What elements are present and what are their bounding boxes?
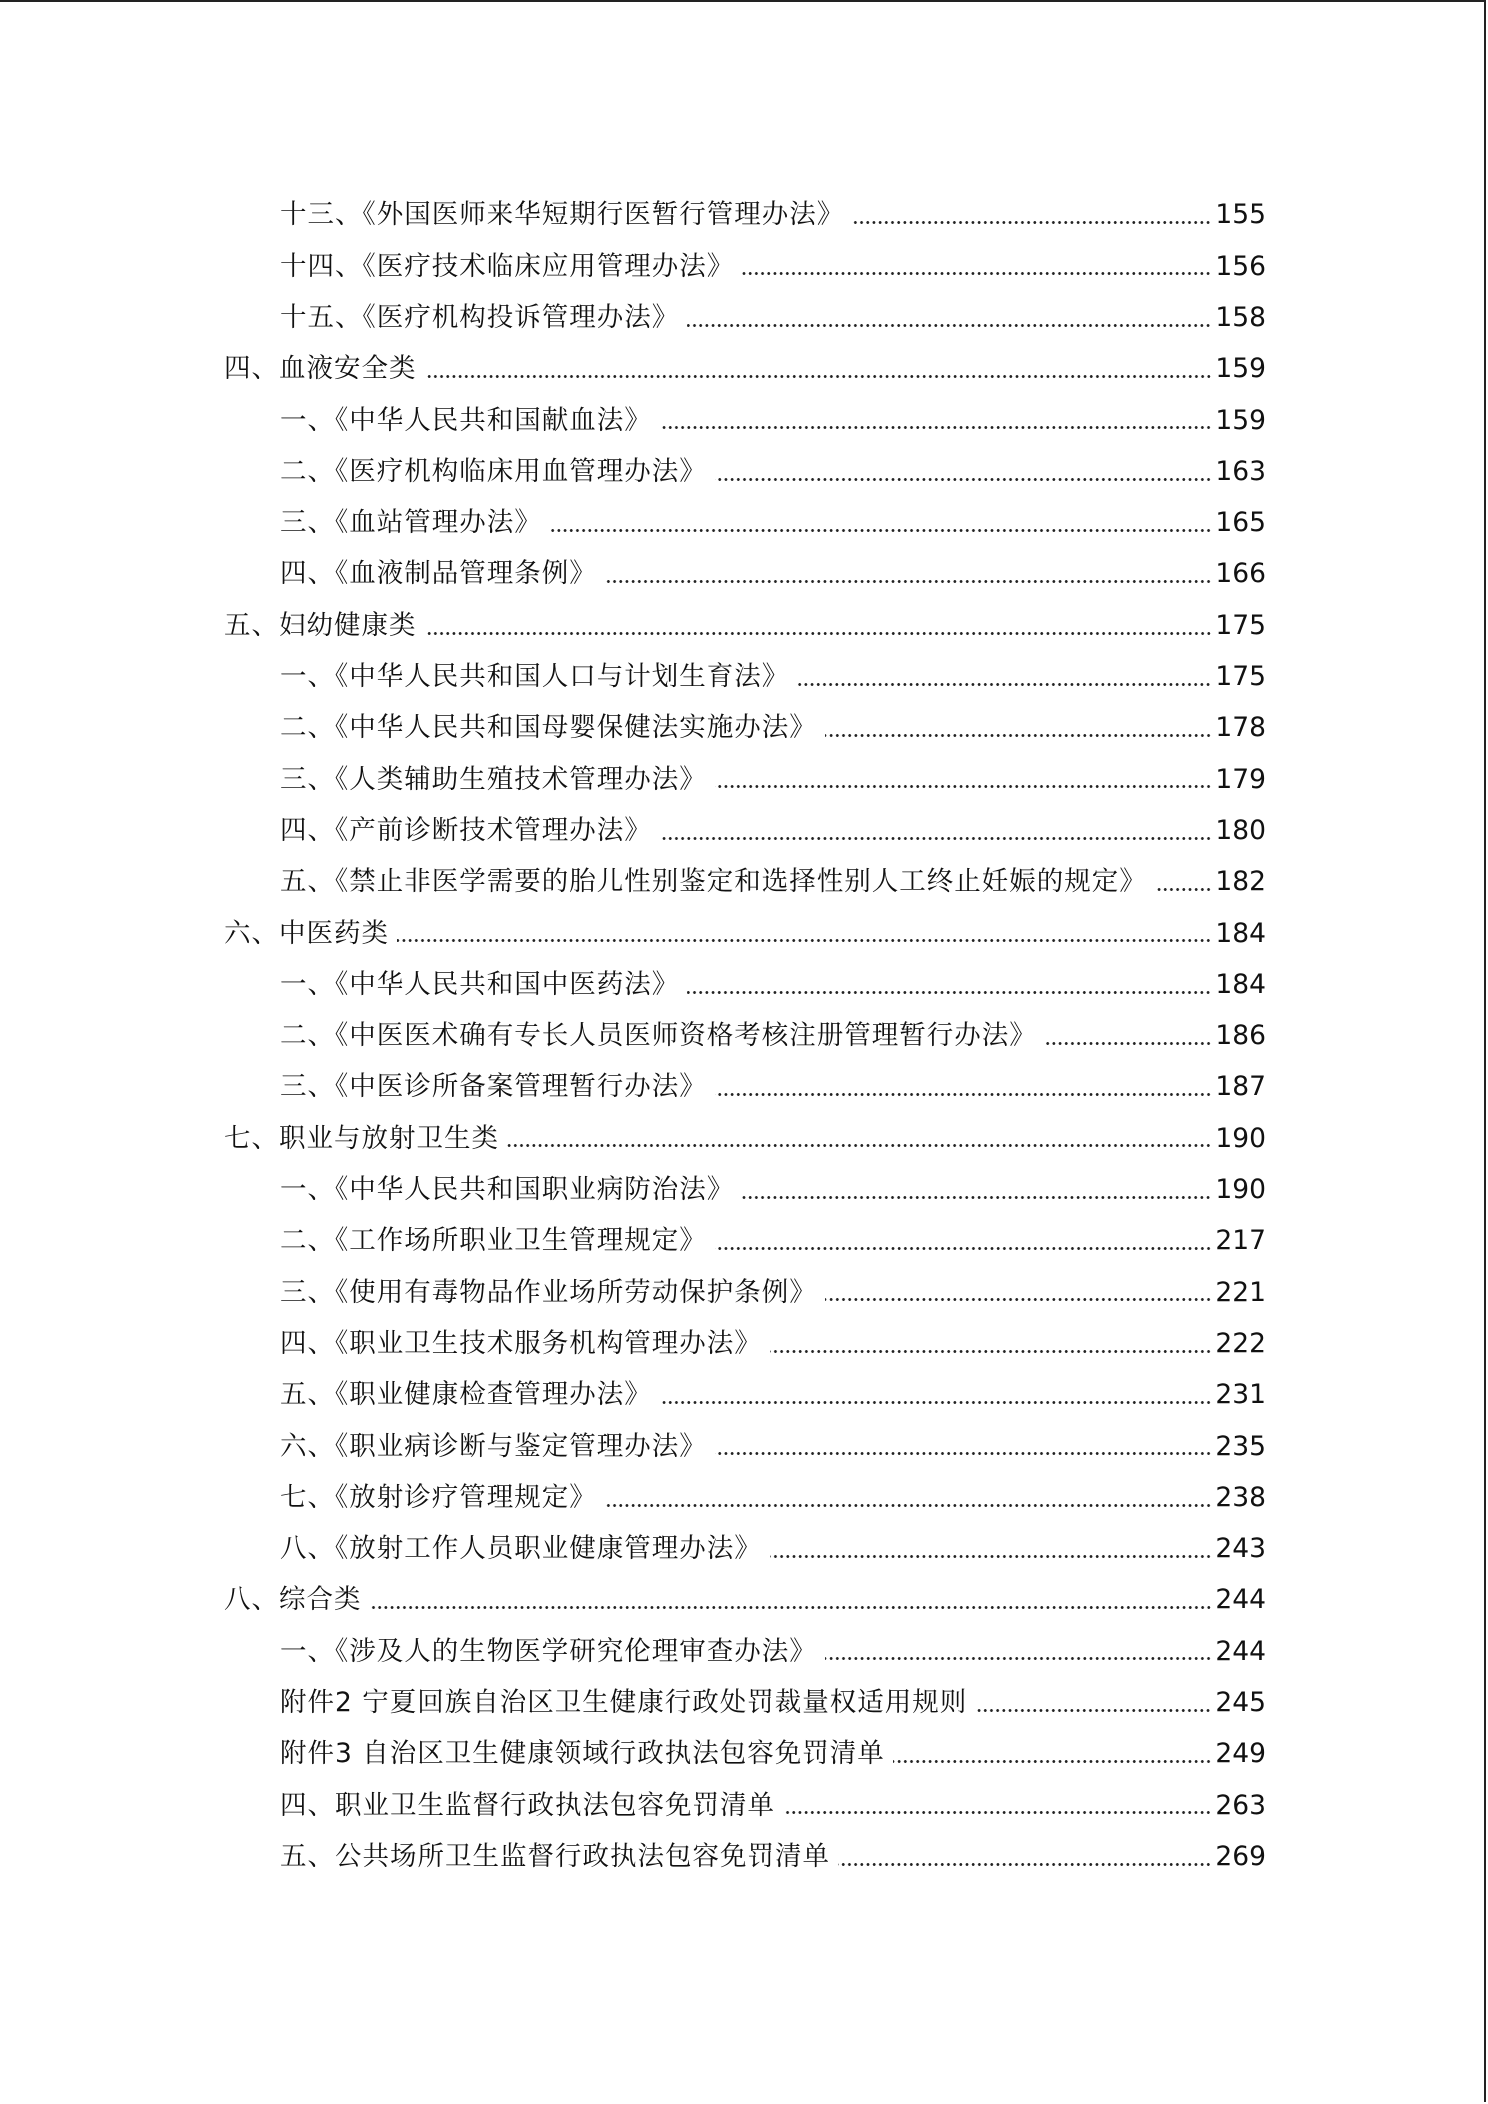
toc-entry[interactable] <box>224 1370 1266 1421</box>
toc-entry-page-number: 263 <box>1215 1789 1266 1821</box>
toc-entry-page-number: 180 <box>1215 814 1266 846</box>
toc-entry-title: 一、《中华人民共和国中医药法》 <box>280 968 680 1000</box>
dot-leader <box>797 683 1211 686</box>
toc-entry[interactable] <box>224 1011 1266 1062</box>
dot-leader <box>742 272 1211 275</box>
toc-entry-page-number: 165 <box>1215 507 1266 539</box>
toc-entry[interactable] <box>224 1319 1266 1370</box>
toc-entry-title: 七、职业与放射卫生类 <box>224 1122 499 1154</box>
toc-entry-title: 五、《禁止非医学需要的胎儿性别鉴定和选择性别人工终止妊娠的规定》 <box>280 866 1147 898</box>
toc-entry[interactable] <box>224 1267 1266 1318</box>
toc-entry-title: 一、《中华人民共和国职业病防治法》 <box>280 1174 735 1206</box>
dot-leader <box>742 1196 1211 1199</box>
toc-entry[interactable] <box>224 1421 1266 1472</box>
toc-entry-page-number: 159 <box>1215 404 1266 436</box>
toc-entry-page-number: 184 <box>1215 968 1266 1000</box>
toc-entry-title: 附件3 自治区卫生健康领域行政执法包容免罚清单 <box>280 1738 885 1770</box>
toc-entry[interactable] <box>224 1678 1266 1729</box>
dot-leader <box>507 1144 1211 1147</box>
toc-entry-page-number: 184 <box>1215 917 1266 949</box>
toc-entry-title: 四、《产前诊断技术管理办法》 <box>280 814 652 846</box>
toc-entry[interactable] <box>224 652 1266 703</box>
dot-leader <box>425 375 1212 378</box>
dot-leader <box>893 1760 1212 1763</box>
dot-leader <box>550 529 1212 532</box>
toc-entry[interactable] <box>224 1524 1266 1575</box>
dot-leader <box>783 1811 1211 1814</box>
toc-entry[interactable] <box>224 754 1266 805</box>
dot-leader <box>770 1350 1212 1353</box>
toc-entry[interactable] <box>224 1216 1266 1267</box>
toc-entry-title: 三、《中医诊所备案管理暂行办法》 <box>280 1071 707 1103</box>
dot-leader <box>715 1093 1212 1096</box>
toc-entry-title: 二、《中医医术确有专长人员医师资格考核注册管理暂行办法》 <box>280 1020 1037 1052</box>
dot-leader <box>825 734 1212 737</box>
dot-leader <box>715 1247 1212 1250</box>
toc-entry[interactable] <box>224 703 1266 754</box>
toc-entry-title: 四、血液安全类 <box>224 353 417 385</box>
toc-entry-title: 八、《放射工作人员职业健康管理办法》 <box>280 1533 762 1565</box>
toc-entry-page-number: 190 <box>1215 1122 1266 1154</box>
toc-entry-page-number: 156 <box>1215 250 1266 282</box>
toc-entry-page-number: 163 <box>1215 455 1266 487</box>
toc-entry[interactable] <box>224 446 1266 497</box>
toc-entry-page-number: 179 <box>1215 763 1266 795</box>
dot-leader <box>687 991 1211 994</box>
toc-entry-title: 十四、《医疗技术临床应用管理办法》 <box>280 250 735 282</box>
toc-entry-title: 八、综合类 <box>224 1584 362 1616</box>
dot-leader <box>825 1298 1212 1301</box>
toc-entry-title: 三、《血站管理办法》 <box>280 507 542 539</box>
toc-entry-title: 五、妇幼健康类 <box>224 609 417 641</box>
toc-entry-page-number: 217 <box>1215 1225 1266 1257</box>
toc-entry-page-number: 221 <box>1215 1276 1266 1308</box>
dot-leader <box>687 324 1211 327</box>
toc-entry-page-number: 235 <box>1215 1430 1266 1462</box>
toc-entry[interactable] <box>224 1729 1266 1780</box>
toc-entry[interactable] <box>224 1165 1266 1216</box>
toc-entry-page-number: 231 <box>1215 1379 1266 1411</box>
toc-entry-title: 二、《工作场所职业卫生管理规定》 <box>280 1225 707 1257</box>
toc-section-entry[interactable] <box>224 344 1266 395</box>
dot-leader <box>825 1657 1212 1660</box>
toc-section-entry[interactable] <box>224 1113 1266 1164</box>
toc-entry-title: 四、《血液制品管理条例》 <box>280 558 597 590</box>
toc-entry-title: 五、公共场所卫生监督行政执法包容免罚清单 <box>280 1840 830 1872</box>
dot-leader <box>715 785 1212 788</box>
toc-entry-title: 五、《职业健康检查管理办法》 <box>280 1379 652 1411</box>
toc-entry-title: 七、《放射诊疗管理规定》 <box>280 1481 597 1513</box>
dot-leader <box>605 1504 1212 1507</box>
dot-leader <box>660 1401 1212 1404</box>
dot-leader <box>975 1709 1211 1712</box>
dot-leader <box>715 478 1212 481</box>
toc-entry-page-number: 244 <box>1215 1635 1266 1667</box>
toc-entry-page-number: 190 <box>1215 1174 1266 1206</box>
toc-entry[interactable] <box>224 549 1266 600</box>
toc-entry-page-number: 182 <box>1215 866 1266 898</box>
toc-entry[interactable] <box>224 1832 1266 1883</box>
toc-section-entry[interactable] <box>224 600 1266 651</box>
toc-entry[interactable] <box>224 1780 1266 1831</box>
toc-entry[interactable] <box>224 1062 1266 1113</box>
toc-entry-title: 一、《中华人民共和国人口与计划生育法》 <box>280 661 790 693</box>
toc-entry-page-number: 166 <box>1215 558 1266 590</box>
dot-leader <box>770 1555 1212 1558</box>
toc-entry-page-number: 175 <box>1215 609 1266 641</box>
toc-entry-page-number: 158 <box>1215 301 1266 333</box>
toc-section-entry[interactable] <box>224 1575 1266 1626</box>
toc-entry[interactable] <box>224 1626 1266 1677</box>
toc-entry-title: 附件2 宁夏回族自治区卫生健康行政处罚裁量权适用规则 <box>280 1687 968 1718</box>
toc-entry-page-number: 245 <box>1215 1687 1266 1718</box>
toc-entry-title: 十五、《医疗机构投诉管理办法》 <box>280 301 680 333</box>
toc-entry-page-number: 244 <box>1215 1584 1266 1616</box>
toc-entry-page-number: 243 <box>1215 1533 1266 1565</box>
dot-leader <box>838 1863 1211 1866</box>
toc-entry[interactable] <box>224 857 1266 908</box>
toc-entry[interactable] <box>224 241 1266 292</box>
table-of-contents <box>224 190 1266 1883</box>
toc-entry-title: 四、《职业卫生技术服务机构管理办法》 <box>280 1327 762 1359</box>
toc-section-entry[interactable] <box>224 908 1266 959</box>
dot-leader <box>605 580 1212 583</box>
toc-entry-page-number: 269 <box>1215 1840 1266 1872</box>
dot-leader <box>425 632 1212 635</box>
toc-entry[interactable] <box>224 190 1266 241</box>
toc-entry-page-number: 175 <box>1215 661 1266 693</box>
toc-entry-page-number: 186 <box>1215 1020 1266 1052</box>
toc-entry-title: 三、《人类辅助生殖技术管理办法》 <box>280 763 707 795</box>
dot-leader <box>660 426 1212 429</box>
toc-entry-title: 一、《中华人民共和国献血法》 <box>280 404 652 436</box>
toc-entry-title: 一、《涉及人的生物医学研究伦理审查办法》 <box>280 1635 817 1667</box>
toc-entry-title: 十三、《外国医师来华短期行医暂行管理办法》 <box>280 199 845 231</box>
toc-entry-page-number: 222 <box>1215 1327 1266 1359</box>
toc-entry[interactable] <box>224 498 1266 549</box>
dot-leader <box>1155 888 1212 891</box>
toc-entry[interactable] <box>224 1472 1266 1523</box>
toc-entry-page-number: 187 <box>1215 1071 1266 1103</box>
toc-entry-title: 二、《中华人民共和国母婴保健法实施办法》 <box>280 712 817 744</box>
toc-entry-title: 六、中医药类 <box>224 917 389 949</box>
dot-leader <box>852 221 1211 224</box>
dot-leader <box>660 837 1212 840</box>
toc-entry[interactable] <box>224 293 1266 344</box>
dot-leader <box>1045 1042 1212 1045</box>
toc-entry-page-number: 249 <box>1215 1738 1266 1770</box>
toc-entry-page-number: 155 <box>1215 199 1266 231</box>
toc-entry-title: 二、《医疗机构临床用血管理办法》 <box>280 455 707 487</box>
dot-leader <box>715 1452 1212 1455</box>
toc-entry-title: 四、职业卫生监督行政执法包容免罚清单 <box>280 1789 775 1821</box>
toc-entry-page-number: 159 <box>1215 353 1266 385</box>
dot-leader <box>370 1606 1212 1609</box>
toc-entry-page-number: 178 <box>1215 712 1266 744</box>
toc-entry-page-number: 238 <box>1215 1481 1266 1513</box>
toc-entry[interactable] <box>224 806 1266 857</box>
toc-entry[interactable] <box>224 395 1266 446</box>
toc-entry[interactable] <box>224 959 1266 1010</box>
toc-entry-title: 六、《职业病诊断与鉴定管理办法》 <box>280 1430 707 1462</box>
toc-entry-title: 三、《使用有毒物品作业场所劳动保护条例》 <box>280 1276 817 1308</box>
dot-leader <box>397 939 1211 942</box>
